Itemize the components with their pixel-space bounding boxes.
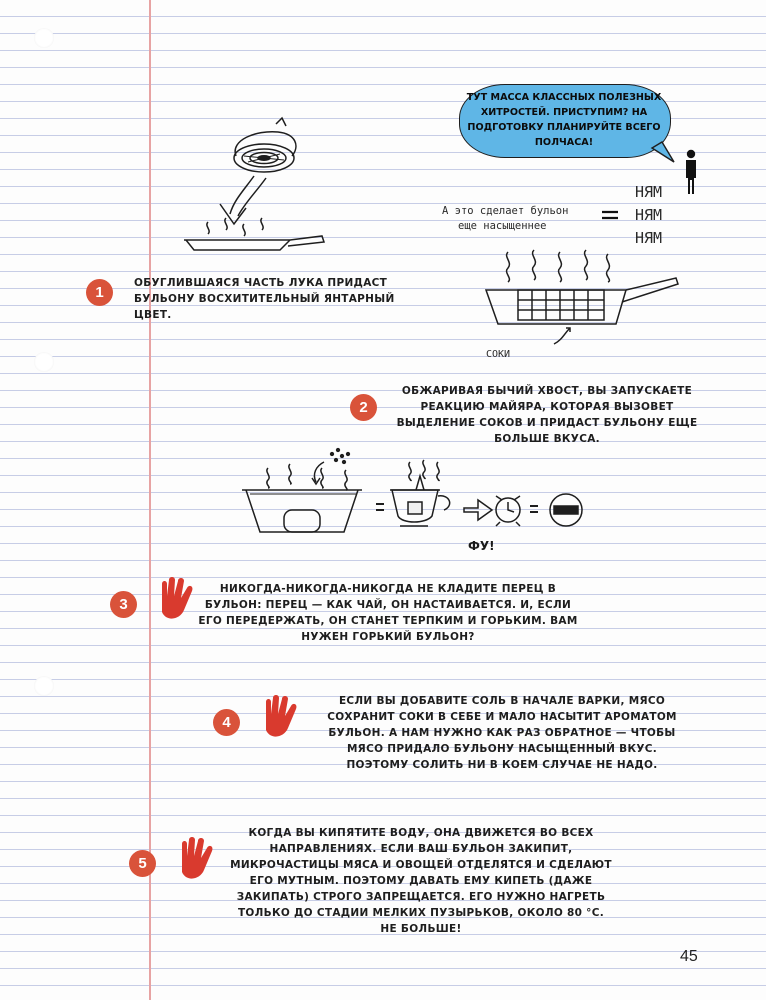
page-number: 45 — [680, 948, 698, 965]
punch-hole — [34, 28, 54, 48]
tip-1-text: ОБУГЛИВШАЯСЯ ЧАСТЬ ЛУКА ПРИДАСТ БУЛЬОНУ ВОСХИТИТЕЛЬНЫЙ ЯНТАРНЫЙ ЦВЕТ. — [134, 277, 395, 321]
punch-hole — [34, 676, 54, 696]
tip-5-text: КОГДА ВЫ КИПЯТИТЕ ВОДУ, ОНА ДВИЖЕТСЯ ВО ВСЕХ НАПРАВЛЕНИЯХ. ЕСЛИ ВАШ БУЛЬОН ЗАКИПИТ, МИКРОЧАСТИЦЫ МЯСА И ОВОЩЕЙ ОТДЕЛЯТСЯ И СДЕЛАЮТ ЕГО МУТНЫМ. ПОЭТОМУ ДАВАТЬ ЕМУ КИПЕТЬ (ДАЖЕ ЗАКИПАТЬ) СТРОГО ЗАПРЕЩАЕТСЯ. ЕГО НУЖНО НАГРЕТЬ ТОЛЬКО ДО СТАДИИ МЕЛКИХ ПУЗЫРЬКОВ, ОКОЛО 80 °С. НЕ БОЛЬШЕ! — [230, 827, 612, 935]
tip-number-badge: 5 — [129, 850, 156, 877]
juices-label: СОКИ — [486, 349, 511, 360]
nyam-word: НЯМ — [635, 183, 663, 201]
equals-sign — [601, 208, 621, 222]
oxtail-pan-illustration-icon — [484, 248, 724, 358]
punch-hole — [34, 352, 54, 372]
nyam-word: НЯМ — [635, 229, 663, 247]
onion-pan-illustration-icon — [178, 118, 338, 258]
stop-hand-icon — [256, 694, 306, 744]
tip-2-text: ОБЖАРИВАЯ БЫЧИЙ ХВОСТ, ВЫ ЗАПУСКАЕТЕ РЕАКЦИЮ МАЙЯРА, КОТОРАЯ ВЫЗОВЕТ ВЫДЕЛЕНИЕ СОКОВ И ПРИДАСТ БУЛЬОНУ ЕЩЕ БОЛЬШЕ ВКУСА. — [396, 385, 698, 445]
fu-label: ФУ! — [468, 539, 495, 553]
tip-number-badge: 3 — [110, 591, 137, 618]
speech-bubble-text: ТУТ МАССА КЛАССНЫХ ПОЛЕЗНЫХ ХИТРОСТЕЙ. ПРИСТУПИМ? НА ПОДГОТОВКУ ПЛАНИРУЙТЕ ВСЕГО ПОЛЧАСА! — [466, 92, 662, 148]
tip-number-badge: 1 — [86, 279, 113, 306]
tip-number-badge: 4 — [213, 709, 240, 736]
oxtail-note-line1: А это сделает бульон — [442, 205, 569, 217]
oxtail-note-line2: еще насыщеннее — [458, 220, 547, 232]
tip-4-text: ЕСЛИ ВЫ ДОБАВИТЕ СОЛЬ В НАЧАЛЕ ВАРКИ, МЯСО СОХРАНИТ СОКИ В СЕБЕ И МАЛО НАСЫТИТ АРОМАТОМ БУЛЬОН. А НАМ НУЖНО КАК РАЗ ОБРАТНОЕ — ЧТОБЫ МЯСО ПРИДАЛО БУЛЬОНУ НАСЫЩЕННЫЙ ВКУС. ПОЭТОМУ СОЛИТЬ НИ В КОЕМ СЛУЧАЕ НЕ НАДО. — [327, 695, 677, 771]
tip-number-badge: 2 — [350, 394, 377, 421]
nyam-word: НЯМ — [635, 206, 663, 224]
pepper-tea-illustration-icon — [240, 448, 600, 538]
tip-3-text: НИКОГДА-НИКОГДА-НИКОГДА НЕ КЛАДИТЕ ПЕРЕЦ В БУЛЬОН: ПЕРЕЦ — КАК ЧАЙ, ОН НАСТАИВАЕТСЯ. И, ЕСЛИ ЕГО ПЕРЕДЕРЖАТЬ, ОН СТАНЕТ ТЕРПКИМ И ГОРЬКИМ. ВАМ НУЖЕН ГОРЬКИЙ БУЛЬОН? — [198, 583, 578, 643]
chef-figure-icon — [683, 148, 699, 198]
stop-hand-icon — [152, 576, 202, 626]
stop-hand-icon — [172, 836, 222, 886]
